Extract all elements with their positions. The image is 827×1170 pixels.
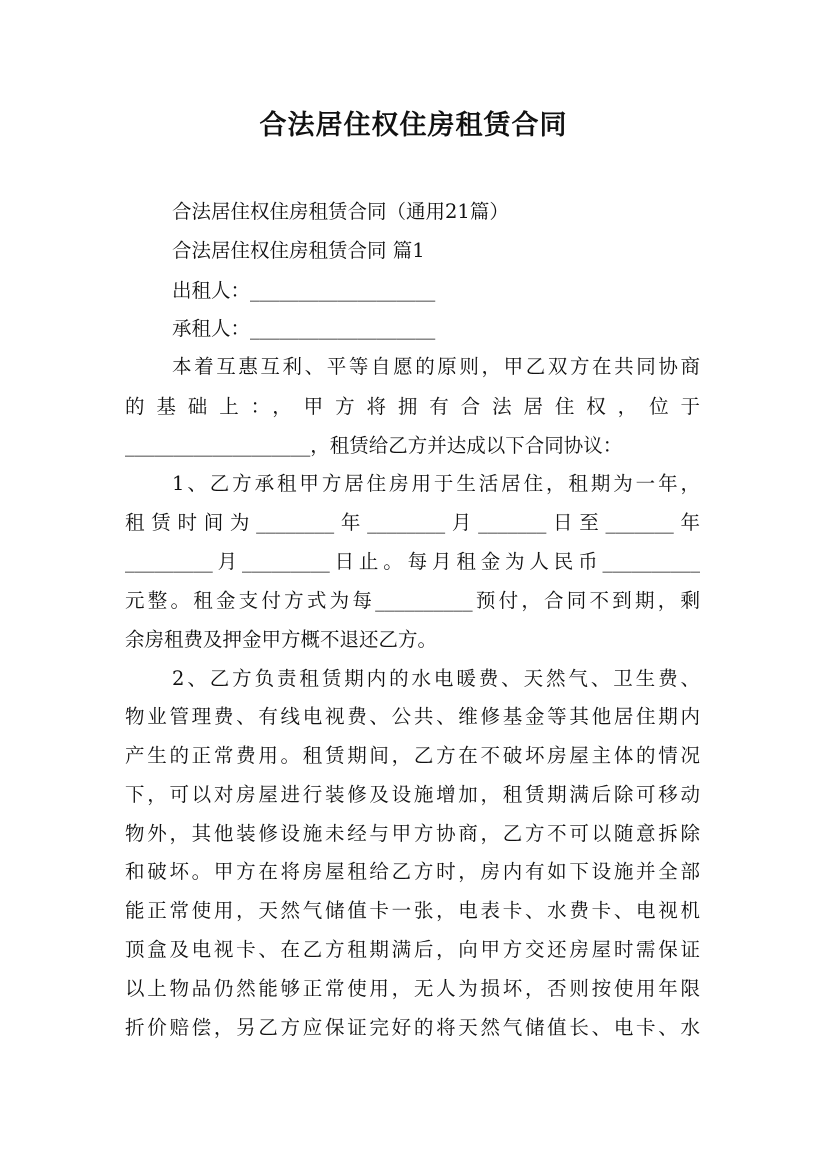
paragraph-3-line: 能正常使用，天然气储值卡一张，电表卡、水费卡、电视机 <box>125 899 700 922</box>
document-subtitle: 合法居住权住房租赁合同（通用21篇） <box>172 200 509 223</box>
paragraph-3-line: 下，可以对房屋进行装修及设施增加，租赁期满后除可移动 <box>125 783 700 806</box>
paragraph-1-line: 本着互惠互利、平等自愿的原则，甲乙双方在共同协商 <box>172 355 700 378</box>
paragraph-3-line: 折价赔偿，另乙方应保证完好的将天然气储值长、电卡、水 <box>125 1016 700 1039</box>
paragraph-2-line: 余房租费及押金甲方概不退还乙方。 <box>125 628 438 651</box>
paragraph-1-line: ___________________，租赁给乙方并达成以下合同协议： <box>125 434 623 457</box>
paragraph-1-line: 的基础上：，甲方将拥有合法居住权，位于 <box>125 395 700 418</box>
paragraph-2-line: _________月_________日止。每月租金为人民币__________ <box>125 550 700 573</box>
paragraph-3-line: 物外，其他装修设施未经与甲方协商，乙方不可以随意拆除 <box>125 822 700 845</box>
paragraph-2-line: 租赁时间为________年________月_______日至_______年 <box>125 511 700 534</box>
paragraph-3-line: 顶盒及电视卡、在乙方租期满后，向甲方交还房屋时需保证 <box>125 938 700 961</box>
paragraph-3-line: 以上物品仍然能够正常使用，无人为损坏，否则按使用年限 <box>125 977 700 1000</box>
paragraph-2-line: 1、乙方承租甲方居住房用于生活居住，租期为一年， <box>172 472 700 495</box>
lessor-line: 出租人：___________________ <box>172 279 436 302</box>
paragraph-2-line: 元整。租金支付方式为每__________预付，合同不到期，剩 <box>125 589 700 612</box>
paragraph-3-line: 物业管理费、有线电视费、公共、维修基金等其他居住期内 <box>125 705 700 728</box>
paragraph-3-line: 产生的正常费用。租赁期间，乙方在不破坏房屋主体的情况 <box>125 744 700 767</box>
paragraph-3-line: 2、乙方负责租赁期内的水电暖费、天然气、卫生费、 <box>172 667 700 690</box>
section-heading: 合法居住权住房租赁合同 篇1 <box>172 239 425 262</box>
document-title: 合法居住权住房租赁合同 <box>259 110 568 141</box>
lessee-line: 承租人：___________________ <box>172 317 436 340</box>
paragraph-3-line: 和破坏。甲方在将房屋租给乙方时，房内有如下设施并全部 <box>125 860 700 883</box>
